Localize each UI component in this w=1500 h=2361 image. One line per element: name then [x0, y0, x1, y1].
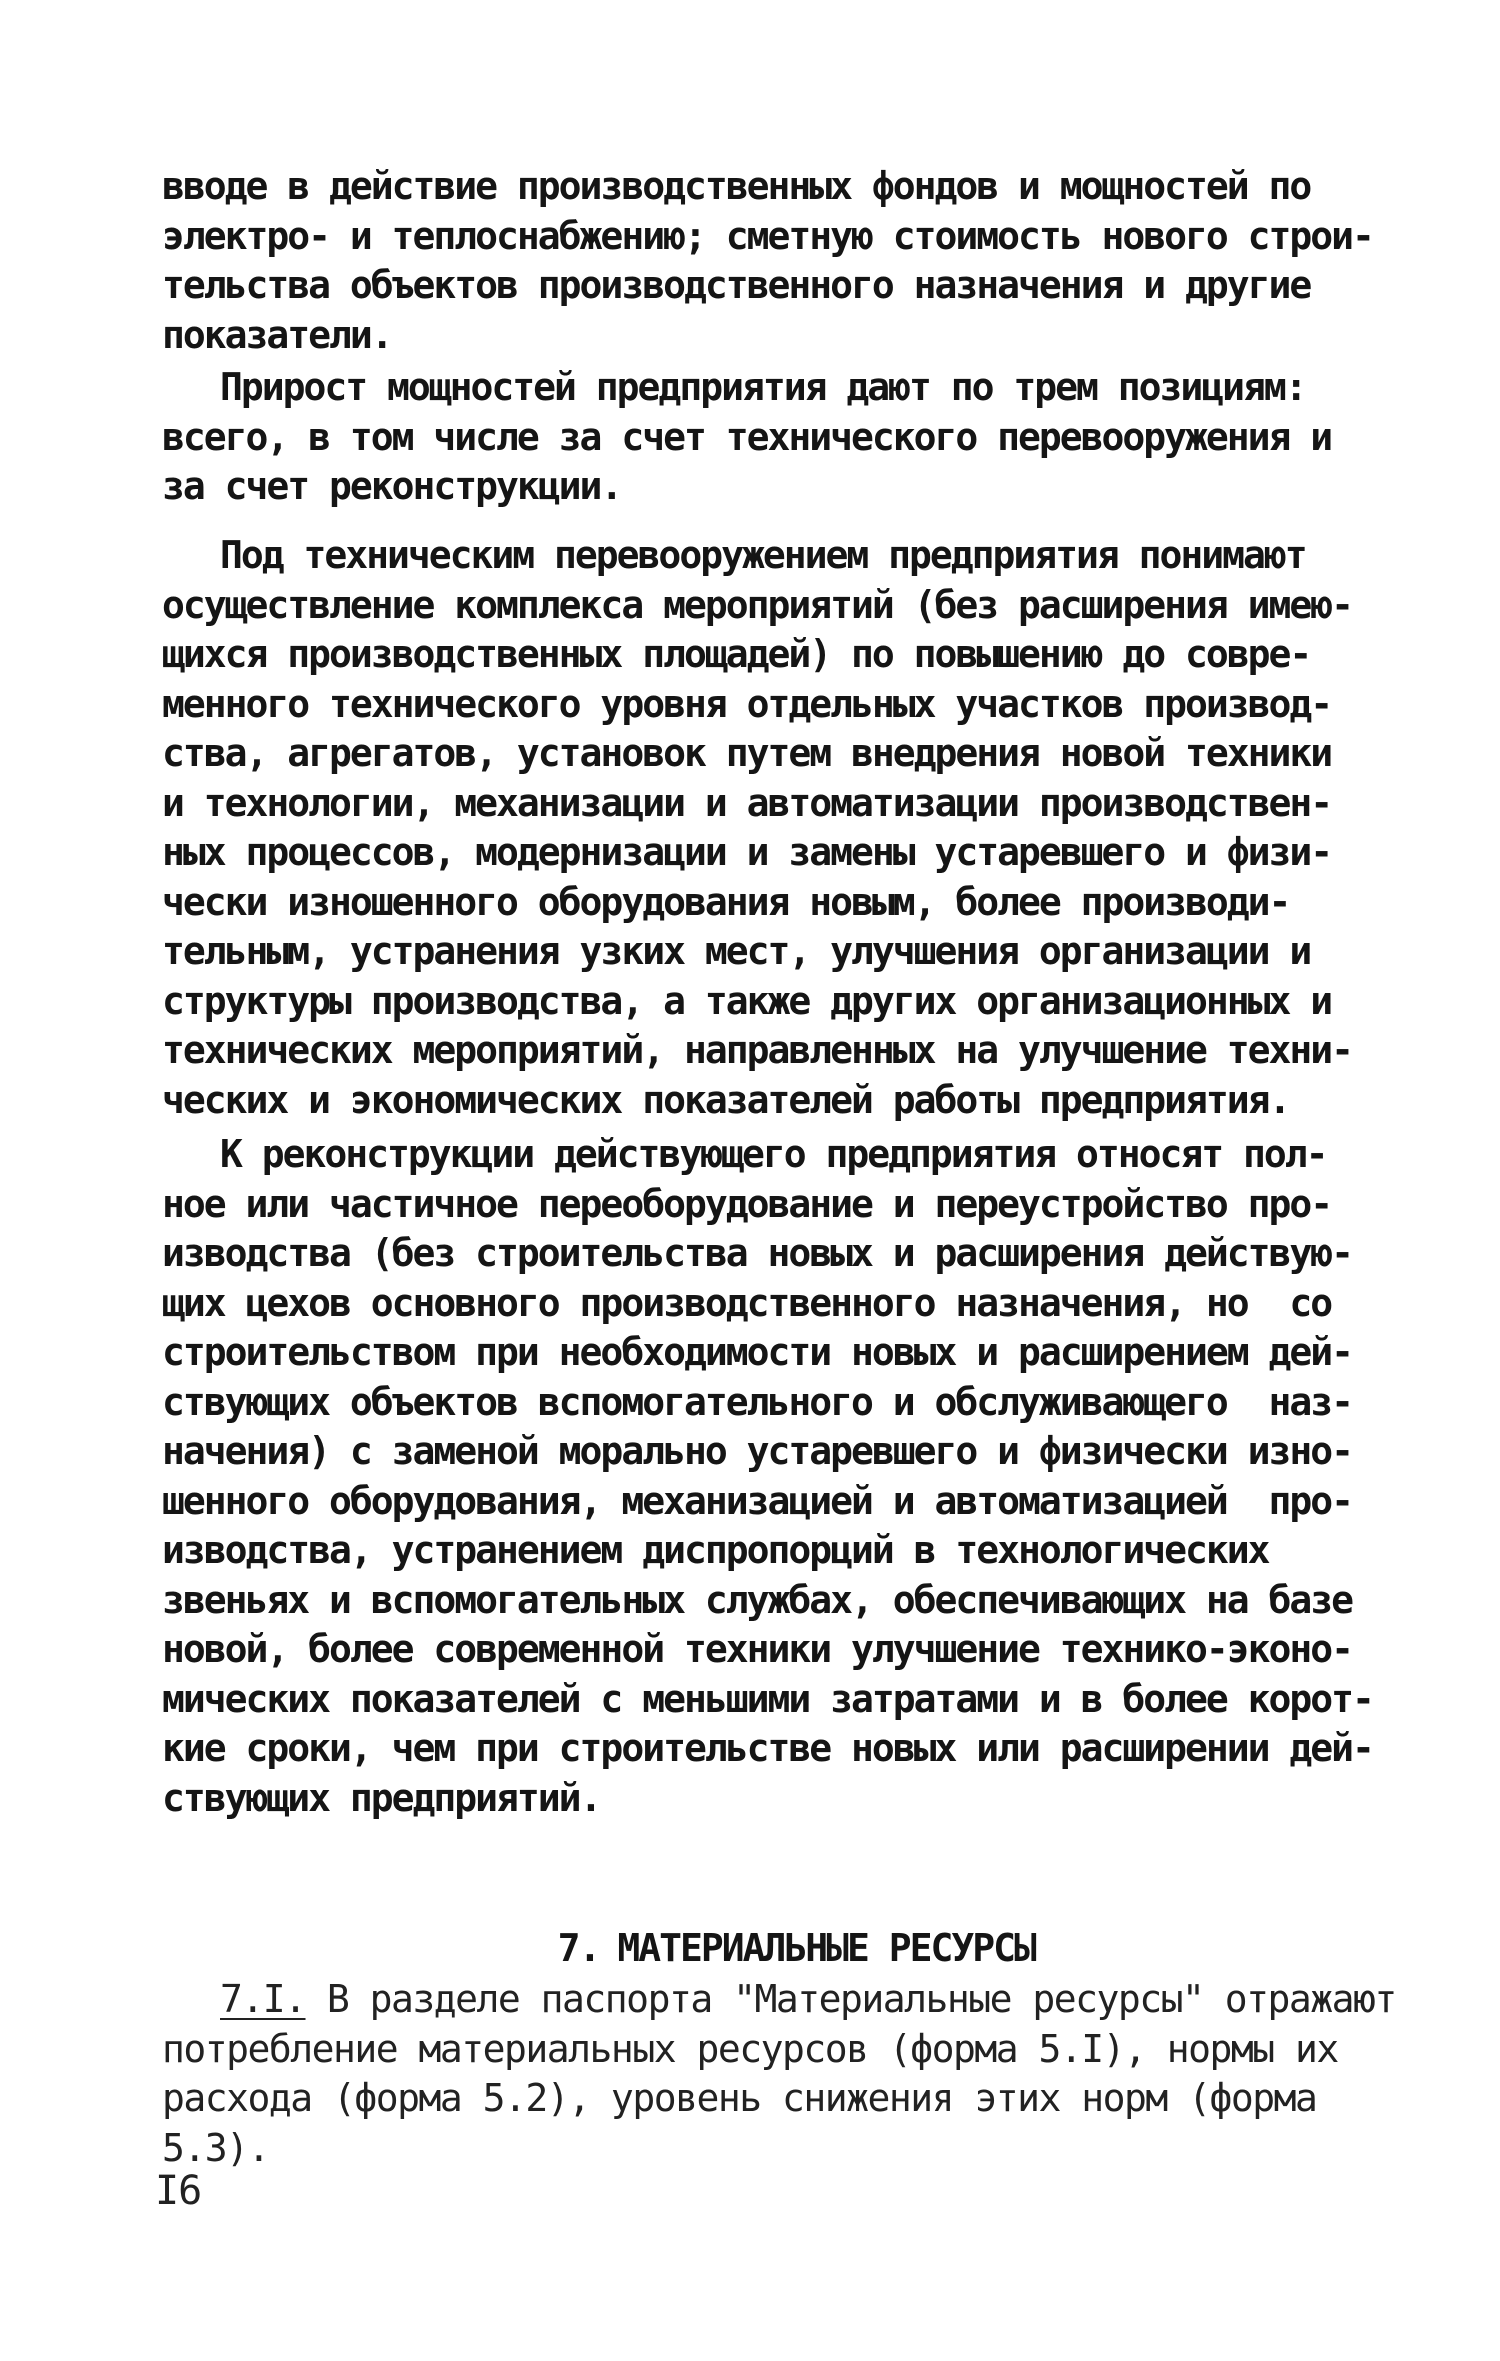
clause-first-line-text: В разделе паспорта "Материальные ресурсы" отражают [305, 1977, 1396, 2021]
text-line: менного технического уровня отдельных участков производ- [162, 681, 1332, 726]
paragraph-technical-reequipment [162, 531, 1353, 1125]
text-line: К реконструкции действующего предприятия относят пол- [220, 1132, 1327, 1176]
text-line: тельства объектов производственного назначения и другие [162, 263, 1311, 307]
text-line: ствующих предприятий. [162, 1775, 601, 1820]
text-line: структуры производства, а также других организационных и [162, 978, 1332, 1023]
text-line: ных процессов, модернизации и замены устаревшего и физи- [162, 830, 1332, 874]
section-title: МАТЕРИАЛЬНЫЕ РЕСУРСЫ [617, 1926, 1035, 1970]
text-line: ствующих объектов вспомогательного и обслуживающего наз- [162, 1379, 1353, 1424]
text-line: шенного оборудования, механизацией и автоматизацией про- [162, 1478, 1353, 1523]
text-line: вводе в действие производственных фондов и мощностей по [162, 164, 1311, 208]
text-line: строительством при необходимости новых и расширением дей- [162, 1330, 1353, 1374]
paragraph-intro [162, 162, 1373, 360]
page-number: I6 [155, 2168, 202, 2214]
text-line: звеньях и вспомогательных службах, обеспечивающих на базе [162, 1577, 1353, 1622]
text-line: тельным, устранения узких мест, улучшения организации и [162, 929, 1311, 973]
paragraph-capacity-growth [162, 363, 1347, 512]
section-number: 7. [557, 1926, 600, 1970]
text-line: Под техническим перевооружением предприятия понимают [220, 533, 1306, 577]
text-line: изводства, устранением диспропорций в технологических [162, 1528, 1269, 1572]
text-line: технических мероприятий, направленных на улучшение техни- [162, 1028, 1353, 1072]
text-line: потребление материальных ресурсов (форма 5.I), нормы их [162, 2026, 1338, 2071]
text-line: щих цехов основного производственного назначения, но со [162, 1280, 1332, 1325]
text-line: щихся производственных площадей) по повышению до совре- [162, 632, 1311, 676]
text-line: за счет реконструкции. [162, 464, 622, 508]
text-line: ства, агрегатов, установок путем внедрения новой техники [162, 731, 1332, 775]
text-line: начения) с заменой морально устаревшего и физически изно- [162, 1429, 1353, 1473]
text-line: Прирост мощностей предприятия дают по трем позициям: [220, 365, 1306, 409]
clause-number: 7.I. [220, 1977, 306, 2021]
text-line: всего, в том числе за счет технического перевооружения и [162, 414, 1332, 459]
section-heading [162, 1873, 1347, 1970]
text-line: ное или частичное переоборудование и переустройство про- [162, 1181, 1332, 1226]
text-line: и технологии, механизации и автоматизации производствен- [162, 780, 1332, 825]
text-line: ческих и экономических показателей работы предприятия. [162, 1077, 1290, 1122]
clause-7-1 [162, 1975, 1396, 2173]
text-line: кие сроки, чем при строительстве новых или расширении дей- [162, 1726, 1373, 1770]
text-line: расхода (форма 5.2), уровень снижения этих норм (форма [162, 2076, 1317, 2120]
text-line: мических показателей с меньшими затратами и в более корот- [162, 1676, 1373, 1721]
text-line: 5.3). [162, 2125, 269, 2170]
text-line: осуществление комплекса мероприятий (без расширения имею- [162, 582, 1353, 627]
paragraph-reconstruction [162, 1130, 1373, 1823]
text-line: изводства (без строительства новых и расширения действую- [162, 1231, 1353, 1275]
text-line: новой, более современной техники улучшение технико-эконо- [162, 1627, 1353, 1671]
text-line: электро- и теплоснабжению; сметную стоимость нового строи- [162, 213, 1373, 258]
clause-first-line [162, 1975, 1396, 2025]
text-line: чески изношенного оборудования новым, более производи- [162, 879, 1290, 924]
text-line: показатели. [162, 312, 392, 357]
